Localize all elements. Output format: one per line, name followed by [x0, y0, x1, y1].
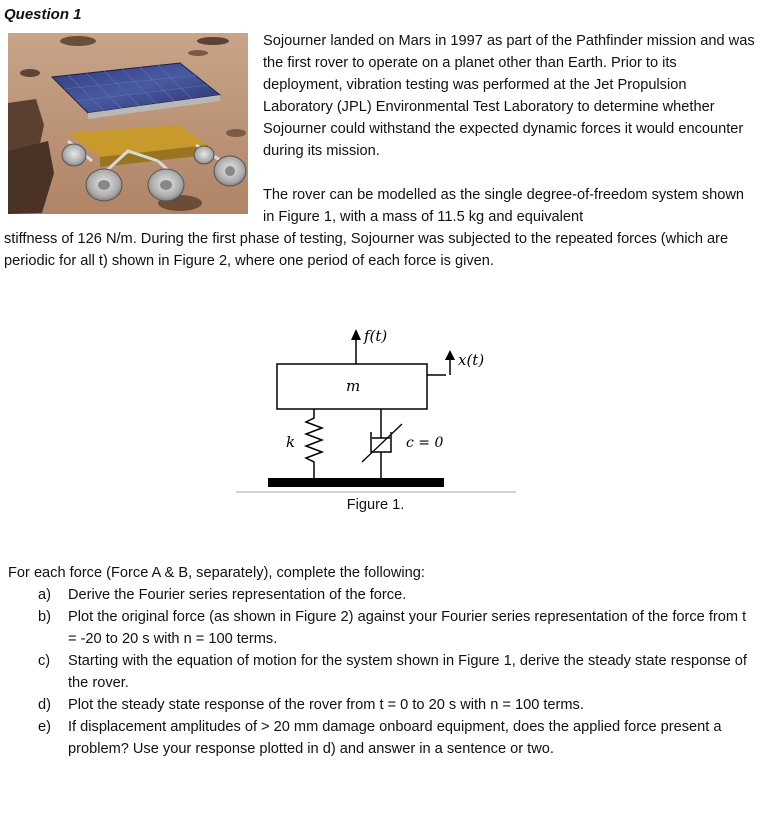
spring-label: k [286, 433, 296, 451]
figure-caption-text: Figure 1. [346, 497, 405, 513]
damper-label: c = 0 [406, 435, 444, 451]
task-text: If displacement amplitudes of > 20 mm damage onboard equipment, does the applied force present a problem? Use your response plotted in d) and answer in a sentence or two. [68, 719, 722, 757]
intro-paragraph-1: Sojourner landed on Mars in 1997 as part of the Pathfinder mission and was the first rover to operate on a planet other than Earth. Prior to its deployment, vibration testing was performed at the Jet Propulsion Laboratory (JPL) Environmental Test Laboratory to determine whether Sojourner could withstand the expected dynamic forces it would encounter during its mission. [263, 33, 755, 159]
intro-continuation: stiffness of 126 N/m. During the first phase of testing, Sojourner was subjected to the repeated forces (which are periodic for all t) shown in Figure 2, where one period of each force is given. [4, 231, 729, 269]
sdof-figure [236, 322, 526, 522]
rover-photo [8, 33, 248, 214]
task-text: Plot the steady state response of the rover from t = 0 to 20 s with n = 100 terms. [68, 697, 584, 713]
force-arrowhead [351, 329, 361, 340]
displacement-arrowhead [445, 350, 455, 360]
task-text: Derive the Fourier series representation of the force. [68, 587, 407, 603]
task-item [38, 716, 753, 760]
task-label: d) [38, 697, 51, 713]
displacement-label: x(t) [458, 351, 485, 369]
task-label: e) [38, 719, 51, 735]
task-item [38, 606, 753, 650]
ground-block [268, 478, 444, 487]
task-item [38, 650, 753, 694]
task-list [38, 584, 753, 760]
task-label: a) [38, 587, 51, 603]
question-heading: Question 1 [4, 6, 82, 23]
task-item [38, 694, 753, 716]
intro-paragraph-2: The rover can be modelled as the single degree-of-freedom system shown in Figure 1, with a mass of 11.5 kg and equivalent [263, 187, 745, 225]
task-text: Starting with the equation of motion for the system shown in Figure 1, derive the steady state response of the rover. [68, 653, 747, 691]
damper-slash [362, 424, 402, 462]
task-text: Plot the original force (as shown in Figure 2) against your Fourier series representation of the force from t = -20 to 20 s with n = 100 terms. [68, 609, 747, 647]
mass-label: m [346, 377, 361, 395]
force-label: f(t) [364, 327, 388, 345]
task-item [38, 584, 753, 606]
task-label: c) [38, 653, 51, 669]
task-lead: For each force (Force A & B, separately), complete the following: [8, 565, 425, 581]
spring [306, 409, 322, 478]
intro-text [263, 30, 758, 228]
task-label: b) [38, 609, 51, 625]
figure-caption [0, 497, 767, 513]
